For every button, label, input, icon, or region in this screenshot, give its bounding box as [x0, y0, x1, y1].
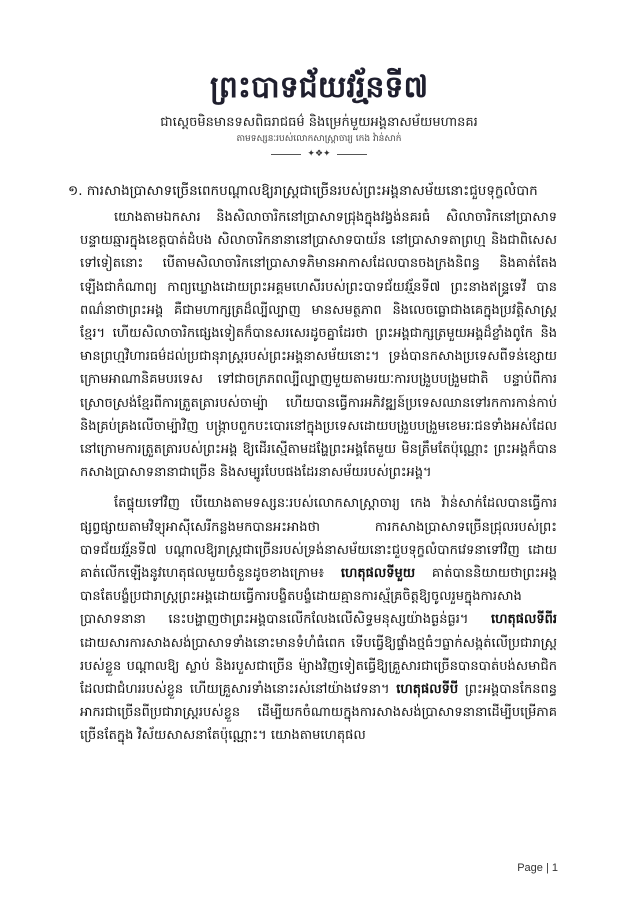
paragraph-1: យោងតាមឯកសារ និងសិលាចារិកនៅប្រាសាទជ្រុងក្នុងវង្វង់នគរធំ សិលាចារិកនៅប្រាសាទបន្ទាយឆ្មារក្នុងខេត្តបាត់ដំបង សិលាចារិកនានានៅប្រាសាទបាយ័ន នៅប្រាសាទតាព្រហ្ម និងជាពិសេសទៅទៀតនោះ បើតាមសិលាចារិកនៅប្រាសាទភិមានអាកាសដែលបានចងក្រងនិពន្ធ និងគាត់តែងឡើងជាកំណាព្យ កាព្យឃ្លោងដោយព្រះអគ្គមហេសីរបស់ព្រះបាទជ័យវរ្ម័នទី៧ ព្រះនាងឥន្ទ្រទេវី បានពណ៌នាថាព្រះអង្គ គឺជាមហាក្សត្រដ៏ល្បីល្បាញ មានសមត្ថភាព និងលេចធ្លោជាងគេក្នុងប្រវត្តិសាស្ត្រខ្មែរ។ ហើយសិលាចារិកផ្សេងទៀតក៏បានសរសេរដូចគ្នាដែរថា ព្រះអង្គជាក្សត្រមួយអង្គដ៏ខ្លាំងពូកែ និងមានព្រហ្មវិហារធម៌ដល់ប្រជានុរាស្ត្ររបស់ព្រះអង្គនាសម័យនោះ។ ទ្រង់បានកសាងប្រទេសពីទន់ខ្សោយក្រោមអាណានិគមបរទេស ទៅជាចក្រភពល្បីល្បាញមួយតាមរយៈការបង្រួបបង្រួមជាតិ បន្ទាប់ពីការស្រោចស្រង់ខ្មែរពីការត្រួតត្រារបស់ចាម្ប៉ា ហើយបានធ្វើការអភិវឌ្ឍន៍ប្រទេសឈានទៅរកការកាន់កាប់ និងគ្រប់គ្រងលើចាម្ប៉ាវិញ បង្ក្រាបពួកបះបោរនៅក្នុងប្រទេសដោយបង្រួបបង្រួមខេមរៈជនទាំងអស់ដែលនៅក្រោមការត្រួតត្រារបស់ព្រះអង្គ ឱ្យដើរស្មើតាមដង្ហែព្រះអង្គតែមួយ មិនត្រឹមតែប៉ុណ្ណោះ ព្រះអង្គក៏បានកសាងប្រាសាទនានាជាច្រើន និងសម្បូរបែបផងដែរនាសម័យរបស់ព្រះអង្គ។	[80, 210, 557, 481]
reason-2-label: ហេតុផលទីពីរ	[490, 612, 557, 628]
document-byline: តាមទស្សនៈរបស់លោកសាស្ត្រាចារ្យ កេង វ៉ាន់សាក់	[236, 134, 402, 144]
reason-3-text: ព្រះអង្គបានកែនពន្ធអាករជាច្រើនពីប្រជារាស្ត្ររបស់ខ្លួន ដើម្បីយកចំណាយក្នុងការសាងសង់ប្រាសាទនានាដើម្បីបម្រើភាគច្រើនតែក្នុង វិស័យសាសនាតែប៉ុណ្ណោះ។ យោងតាមហេតុផល	[80, 682, 557, 744]
paragraph-2	[80, 492, 557, 747]
document-subtitle: ជាស្តេចមិនមានទសពិធរាជធម៌ និងម្រេក់មួយអង្គនាសម័យមហានគរ	[160, 115, 478, 130]
ornament-line-left	[271, 154, 301, 155]
ornament-flourish-icon: ✦❖✦	[307, 149, 331, 160]
paragraph-2-intro: តែផ្ទុយទៅវិញ បើយោងតាមទស្សនៈរបស់លោកសាស្ត្រាចារ្យ កេង វ៉ាន់សាក់ដែលបានធ្វើការផ្សព្វផ្សាយតាមវិទ្យុអាស៊ីសេរីកន្លងមកបានអះអាងថា ការកសាងប្រាសាទច្រើនជ្រុលរបស់ព្រះបាទជ័យវរ្ម័នទី៧ បណ្តាលឱ្យរាស្ត្រជាច្រើនរបស់ទ្រង់នាសម័យនោះជួបទុក្ខលំបាកវេទនាទៅវិញ ដោយគាត់លើកឡើងនូវហេតុផលមួយចំនួនដូចខាងក្រោម៖	[80, 496, 557, 582]
reason-1-label: ហេតុផលទីមួយ	[340, 566, 416, 582]
section-heading: ១. ការសាងប្រាសាទច្រើនពេកបណ្តាលឱ្យរាស្ត្រជាច្រើនរបស់ព្រះអង្គនាសម័យនោះជួបទុក្ខលំបាក	[68, 183, 538, 199]
document-body	[80, 206, 557, 756]
reason-3-label: ហេតុផលទីបី	[396, 682, 459, 698]
page-number: Page | 1	[517, 862, 558, 874]
title-ornament	[0, 148, 638, 160]
ornament-line-right	[337, 154, 367, 155]
document-title: ព្រះបាទជ័យវរ្ម័នទី៧	[209, 70, 429, 105]
reason-2-text: ដោយសារការសាងសង់ប្រាសាទទាំងនោះមានទំហំធំពេក ទើបធ្វើឱ្យផ្ទាំងថ្មធំៗធ្លាក់សង្កត់លើប្រជារាស្ត្ររបស់ខ្លួន បណ្តាលឱ្យ ស្លាប់ និងរបួសជាច្រើន ម៉្យាងវិញទៀតធ្វើឱ្យគ្រួសារជាច្រើនបានបាត់បង់សមាជិកដែលជាជំហររបស់ខ្លួន ហើយគ្រួសារទាំងនោះរស់នៅយ៉ាងវេទនា។	[80, 635, 557, 698]
reason-1-text: គាត់បាននិយាយថាព្រះអង្គបានតែបង្ខំប្រជារាស្ត្រព្រះអង្គដោយធ្វើការបង្ខិតបង្ខំដោយគ្មានការស្ម័គ្រចិត្តឱ្យចូលរួមក្នុងការសាងប្រាសាទនានា នេះបង្ហាញថាព្រះអង្គបានលើកលែងលើសិទ្ធមនុស្សយ៉ាងធ្ងន់ធ្ងរ។	[80, 566, 557, 628]
